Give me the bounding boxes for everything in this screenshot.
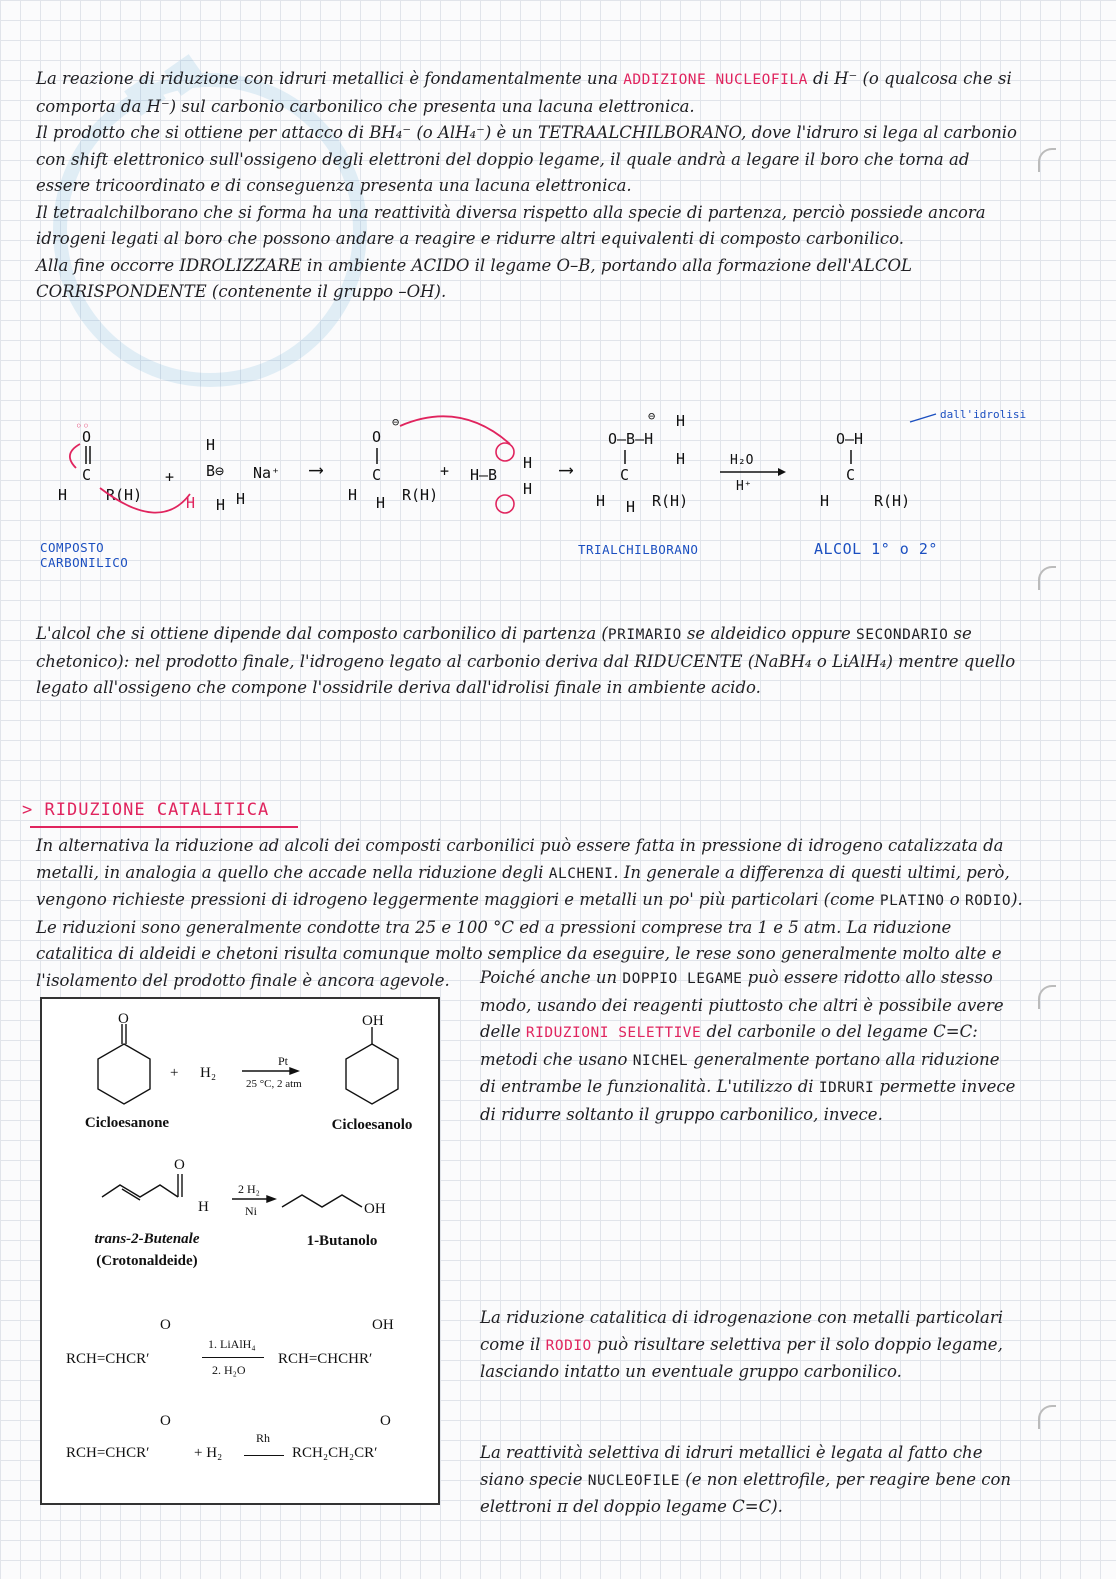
eq4-product-o: O — [380, 1413, 391, 1429]
section-underline — [30, 826, 298, 828]
svg-text:H: H — [626, 498, 636, 516]
caption-1-butanolo: 1-Butanolo — [306, 1233, 378, 1249]
caption-trans-2-butenale: trans-2-Butenale — [94, 1231, 200, 1247]
caption-cicloesanone: Cicloesanone — [84, 1115, 170, 1131]
svg-text:H–B: H–B — [470, 466, 498, 484]
svg-text:O: O — [174, 1157, 185, 1173]
eq3-reagent-top: 1. LiAlH₄ — [208, 1337, 256, 1351]
svg-text:⊖: ⊖ — [392, 415, 400, 429]
intro-paragraph: La reazione di riduzione con idruri metallici è fondamentalmente una ADDIZIONE NUCLEOFILA di H⁻ (o qualcosa che si comporta da H⁻) sul carbonio carbonilico che presenta una lacuna elettronica. Il prodotto che si ottiene per attacco di BH₄⁻ (o AlH₄⁻) è un TETRAALCHILBORANO, dove l'idruro si lega al carbonio con shift elettronico sull'ossigeno degli elettroni del doppio legame, il quale andrà a legare il boro che torna ad essere tricoordinato e di conseguenza presenta una lacuna elettronica. Il tetraalchilborano che si forma ha una reattività diversa rispetto alla specie di partenza, perciò possiede ancora idrogeni legati al boro che possono andare a reagire e ridurre altri equivalenti di composto carbonilico. Alla fine occorre IDROLIZZARE in ambiente ACIDO il legame O–B, portando alla formazione dell'ALCOL CORRISPONDENTE (contenente il gruppo –OH). — [36, 69, 1017, 301]
svg-text:H: H — [206, 436, 216, 454]
svg-text:O: O — [372, 428, 382, 446]
svg-text:C: C — [620, 466, 630, 484]
ring-mark — [1038, 1405, 1056, 1429]
alcohol-origin-paragraph: L'alcol che si ottiene dipende dal composto carbonilico di partenza (PRIMARIO se aldeidico oppure SECONDARIO se chetonico): nel prodotto finale, l'idrogeno legato al carbonio deriva dal RIDUCENTE (NaBH₄ o LiAlH₄) mentre quello legato all'ossigeno che compone l'ossidrile deriva dall'idrolisi finale in ambiente acido. — [36, 624, 1016, 697]
eq4-start: RCH=CHCR′ — [66, 1445, 150, 1461]
eq4-carbonyl-o: O — [160, 1413, 171, 1429]
svg-text:+: + — [165, 468, 175, 486]
svg-text:O–H: O–H — [836, 430, 864, 448]
svg-text:H₂: H₂ — [200, 1065, 217, 1081]
eq3-carbonyl-o: O — [160, 1317, 171, 1333]
cyclohexanone-reaction-structures — [42, 999, 438, 1319]
svg-text:Pt: Pt — [278, 1054, 289, 1068]
svg-text:◦◦: ◦◦ — [75, 419, 90, 433]
svg-text:+: + — [440, 462, 450, 480]
electron-shift-arrow — [70, 444, 80, 468]
caption-cicloesanolo: Cicloesanolo — [331, 1117, 413, 1133]
label-alcohol: ALCOL 1° o 2° — [814, 540, 938, 558]
label-trialkylborane: TRIALCHILBORANO — [578, 542, 699, 557]
svg-text:R(H): R(H) — [874, 492, 911, 510]
eq3-arrow — [202, 1357, 264, 1358]
svg-text:2 H₂: 2 H₂ — [238, 1182, 260, 1196]
svg-text:H: H — [216, 496, 226, 514]
svg-text:R(H): R(H) — [402, 486, 439, 504]
selective-reduction-paragraph: Poiché anche un DOPPIO LEGAME può essere ridotto allo stesso modo, usando dei reagenti piuttosto che altri è possibile avere delle RIDUZIONI SELETTIVE del carbonile o del legame C=C: metodi che usano NICHEL generalmente portano alla riduzione di entrambe le funzionalità. L'utilizzo di IDRURI permette invece di ridurre soltanto il gruppo carbonilico, invece. — [480, 968, 1016, 1124]
svg-text:H: H — [198, 1199, 209, 1215]
svg-text:⊖: ⊖ — [648, 409, 656, 423]
svg-text:H: H — [186, 494, 196, 512]
svg-text:B⊖: B⊖ — [206, 462, 225, 480]
svg-text:H: H — [676, 412, 686, 430]
eq4-reagent-top: Rh — [256, 1431, 271, 1445]
svg-text:H: H — [596, 492, 606, 510]
eq4-arrow — [244, 1455, 284, 1456]
svg-text:⟶: ⟶ — [560, 457, 573, 481]
svg-text:OH: OH — [362, 1013, 384, 1029]
svg-text:Ni: Ni — [245, 1204, 257, 1218]
catalytic-reduction-paragraph: In alternativa la riduzione ad alcoli dei composti carbonilici può essere fatta in pressione di idrogeno catalizzata da metalli, in analogia a quello che accade nella riduzione degli ALCHENI. In generale a differenza di questi ultimi, però, vengono richieste pressioni di idrogeno leggermente maggiori e metalli un po' più particolari (come PLATINO o RODIO). Le riduzioni sono generalmente condotte tra 25 e 100 °C ed a pressioni comprese tra 1 e 5 atm. La riduzione catalitica di aldeidi e chetoni risulta comunque molto semplice da eseguire, le rese sono generalmente molto alte e l'isolamento del prodotto finale è ancora agevole. — [36, 836, 1023, 990]
svg-text:H: H — [523, 480, 533, 498]
eq3-product: RCH=CHCHR′ — [278, 1351, 373, 1367]
svg-text:O: O — [118, 1011, 129, 1027]
rhodium-paragraph: La riduzione catalitica di idrogenazione con metalli particolari come il RODIO può risultare selettiva per il solo doppio legame, lasciando intatto un eventuale gruppo carbonilico. — [480, 1308, 1003, 1381]
ring-mark — [1038, 566, 1056, 590]
ring-mark — [1038, 985, 1056, 1009]
svg-text:H: H — [58, 486, 68, 504]
svg-text:R(H): R(H) — [652, 492, 689, 510]
svg-text:H: H — [820, 492, 830, 510]
atom-c: C — [82, 466, 92, 484]
svg-text:⟶: ⟶ — [310, 457, 323, 481]
svg-text:H: H — [676, 450, 686, 468]
caption-crotonaldeide: (Crotonaldeide) — [96, 1253, 198, 1269]
svg-text:H⁺: H⁺ — [736, 479, 752, 494]
label-carbonyl-compound: COMPOSTO CARBONILICO — [40, 540, 129, 570]
svg-text:H₂O: H₂O — [730, 453, 754, 468]
eq4-plus-h2: + H₂ — [194, 1445, 223, 1461]
svg-text:+: + — [170, 1065, 179, 1081]
eq4-product: RCH₂CH₂CR′ — [292, 1445, 378, 1461]
atom-o: O — [82, 428, 92, 446]
svg-text:H: H — [236, 490, 246, 508]
section-title-riduzione-catalitica: > RIDUZIONE CATALITICA — [22, 800, 270, 820]
svg-text:C: C — [846, 466, 856, 484]
eq3-reagent-bottom: 2. H₂O — [212, 1363, 246, 1377]
eq3-start: RCH=CHCR′ — [66, 1351, 150, 1367]
svg-text:C: C — [372, 466, 382, 484]
svg-text:H: H — [348, 486, 358, 504]
svg-text:dall'idrolisi: dall'idrolisi — [940, 408, 1027, 421]
svg-text:OH: OH — [364, 1201, 386, 1217]
nucleophile-paragraph: La reattività selettiva di idruri metallici è legata al fatto che siano specie NUCLEOFILE (e non elettrofile, per reagire bene con elettroni π del doppio legame C=C). — [480, 1443, 1012, 1516]
svg-text:Na⁺: Na⁺ — [253, 464, 281, 482]
svg-text:H: H — [376, 494, 386, 512]
eq3-oh: OH — [372, 1317, 394, 1333]
svg-text:H: H — [523, 454, 533, 472]
svg-text:25 °C, 2 atm: 25 °C, 2 atm — [246, 1078, 302, 1090]
svg-text:O–B–H: O–B–H — [608, 430, 654, 448]
textbook-figure — [40, 997, 440, 1505]
ring-mark — [1038, 148, 1056, 172]
svg-text:R(H): R(H) — [106, 486, 143, 504]
